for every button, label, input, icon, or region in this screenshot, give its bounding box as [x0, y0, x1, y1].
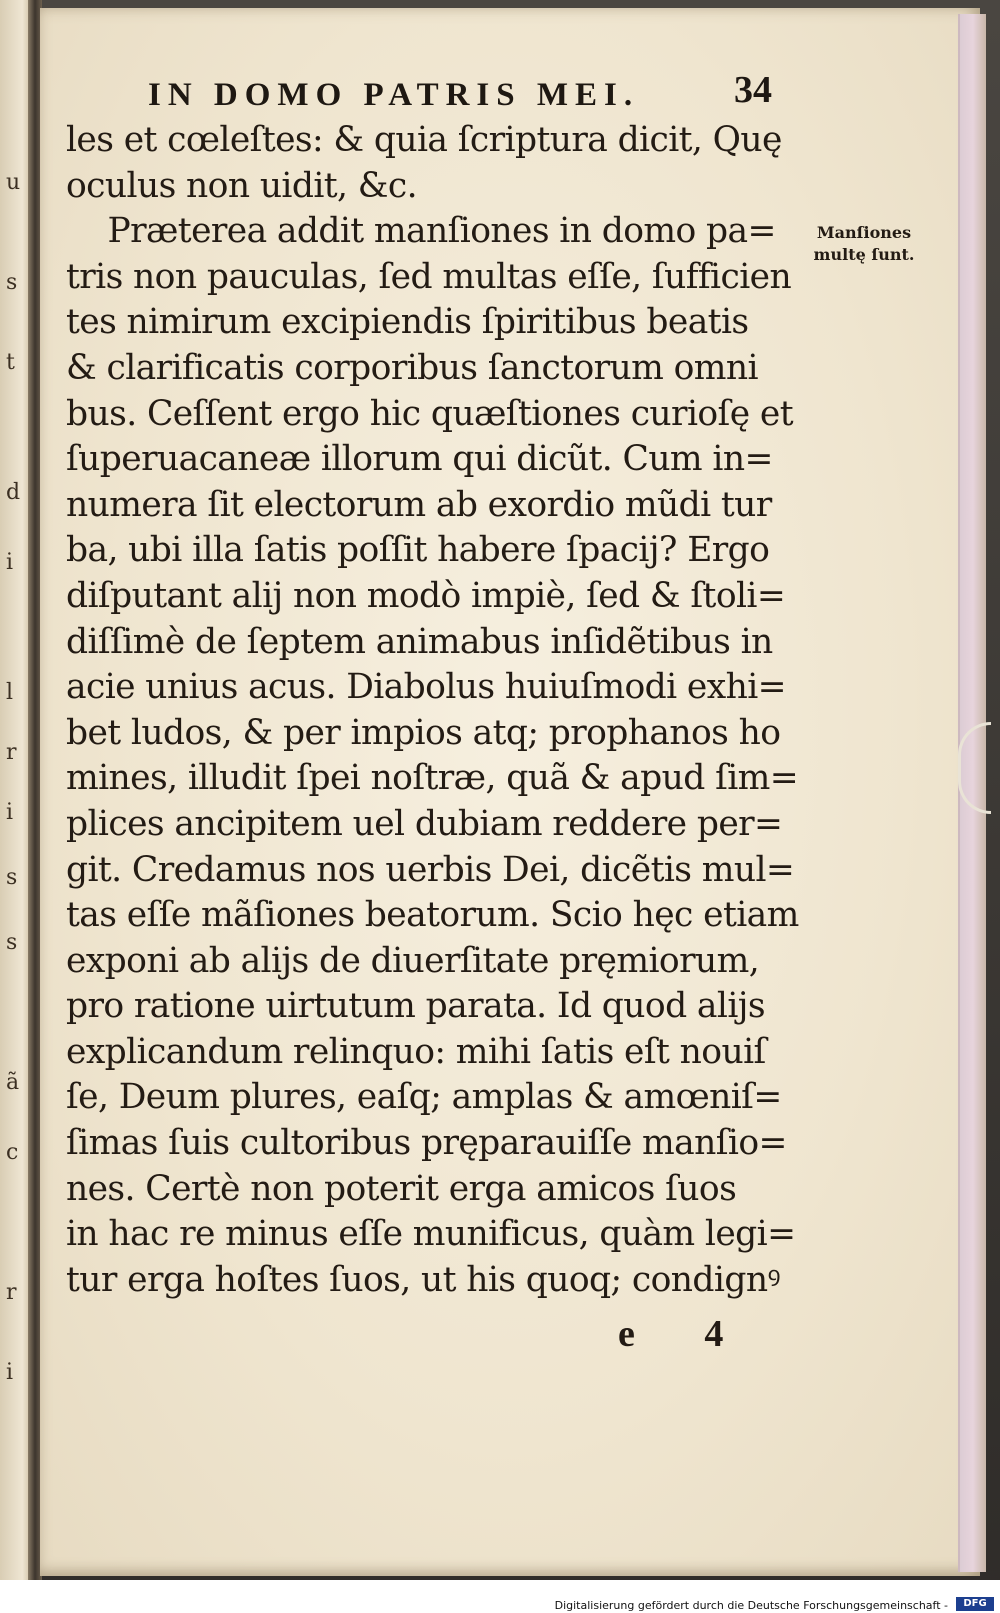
text-line: nes. Certè non poterit erga amicos ſuos: [66, 1168, 737, 1209]
marginal-note-line: multę ſunt.: [813, 245, 915, 264]
marginal-note: [796, 222, 932, 266]
text-line: ſe, Deum plures, eaſq; amplas & amœniſ=: [66, 1077, 782, 1118]
text-line: diſputant alij non modò impiè, ſed & ſtoli=: [66, 575, 786, 616]
text-line: tur erga hoſtes ſuos, ut his quoq; condignꝰ: [66, 1259, 781, 1300]
text-line: bus. Ceſſent ergo hic quæſtiones curioſę et: [66, 393, 793, 434]
text-line: acie unius acus. Diabolus huiuſmodi exhi=: [66, 667, 786, 708]
marginal-note-line: Manſiones: [816, 223, 912, 242]
text-line: ſimas ſuis cultoribus pręparauiſſe manſio=: [66, 1123, 787, 1164]
text-line: Præterea addit manſiones in domo pa=: [66, 211, 776, 252]
folio-number: 34: [734, 69, 772, 111]
text-line: tes nimirum excipiendis ſpiritibus beatis: [66, 302, 749, 343]
running-title: IN DOMO PATRIS MEI.: [148, 76, 640, 113]
text-line: oculus non uidit, &c.: [66, 165, 417, 206]
signature-mark: e 4: [618, 1313, 754, 1355]
text-line: & clarificatis corporibus ſanctorum omni: [66, 347, 758, 388]
text-line: les et cœleſtes: & quia ſcriptura dicit, Quę: [66, 120, 782, 160]
digitization-credit: Digitalisierung gefördert durch die Deutsche Forschungsgemeinschaft -: [554, 1599, 948, 1612]
text-line: numera ſit electorum ab exordio mũdi tur: [66, 484, 772, 525]
text-line: git. Credamus nos uerbis Dei, dicẽtis mul=: [66, 849, 795, 890]
text-line: plices ancipitem uel dubiam reddere per=: [66, 803, 783, 844]
text-line: in hac re minus eſſe munificus, quàm legi=: [66, 1214, 796, 1255]
text-line: exponi ab alijs de diuerſitate pręmiorum,: [66, 940, 760, 981]
text-line: tris non pauculas, ſed multas eſſe, ſufficien: [66, 256, 792, 297]
text-line: pro ratione uirtutum parata. Id quod alijs: [66, 986, 765, 1027]
dfg-logo: DFG: [956, 1597, 994, 1611]
text-line: ba, ubi illa ſatis poſſit habere ſpacij? Ergo: [66, 530, 770, 571]
text-line: ſuperuacaneæ illorum qui dicũt. Cum in=: [66, 439, 773, 480]
facing-page-letters: u s t d i l r i s s ã c r i: [6, 170, 21, 1385]
text-line: tas eſſe mãſiones beatorum. Scio hęc etiam: [66, 895, 799, 936]
text-line: bet ludos, & per impios atq; prophanos ho: [66, 712, 781, 753]
text-line: mines, illudit ſpei noſtræ, quã & apud ſim=: [66, 758, 799, 799]
page-header: [148, 70, 808, 120]
text-line: diſſimè de ſeptem animabus inſidẽtibus in: [66, 621, 773, 662]
body-text: [66, 118, 799, 1303]
text-line: explicandum relinquo: mihi ſatis eſt nouiſ: [66, 1031, 766, 1072]
